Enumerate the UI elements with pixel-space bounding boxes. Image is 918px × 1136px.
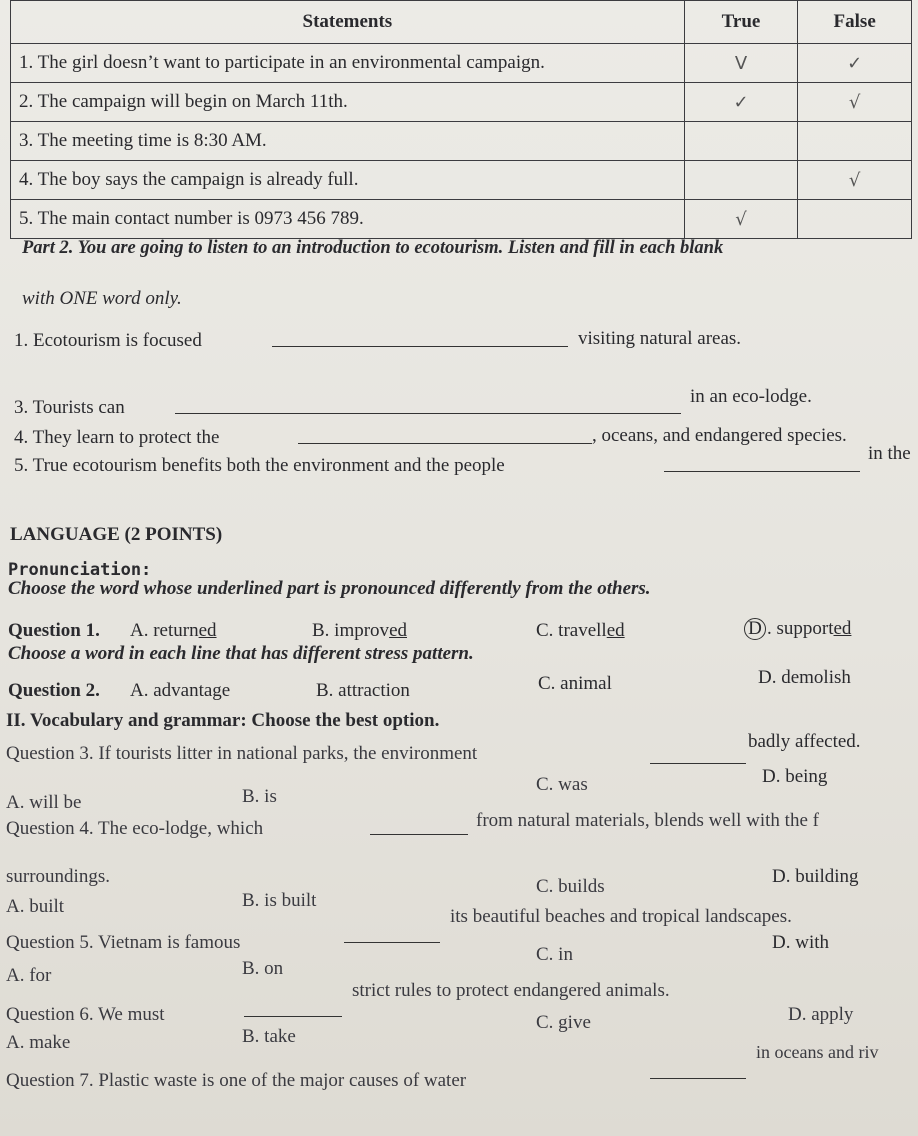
part2-heading-line2: with ONE word only. <box>22 288 182 309</box>
false-mark-cell[interactable] <box>798 200 912 239</box>
table-row <box>11 44 912 83</box>
option-4a[interactable]: A. built <box>6 896 65 917</box>
option-6a[interactable]: A. make <box>6 1032 71 1053</box>
true-mark-cell[interactable] <box>684 161 798 200</box>
table-row <box>11 161 912 200</box>
underlined-part: ed <box>606 620 625 641</box>
option-2a[interactable]: A. advantage <box>130 680 231 701</box>
question-6-blank[interactable] <box>244 1000 342 1017</box>
option-1a[interactable] <box>130 620 217 642</box>
fill-item-3: 3. Tourists can <box>14 397 125 418</box>
underlined-part: ed <box>389 620 407 641</box>
option-text: . support <box>767 618 834 639</box>
question-3-blank[interactable] <box>650 747 746 764</box>
option-6c[interactable]: C. give <box>536 1012 591 1033</box>
question-5-blank[interactable] <box>344 926 440 943</box>
option-5a[interactable]: A. for <box>6 965 52 986</box>
true-mark-cell[interactable] <box>684 122 798 161</box>
fill-item-after: in the <box>868 443 911 464</box>
instruction-stress: Choose a word in each line that has different stress pattern. <box>8 643 474 664</box>
false-mark-cell[interactable]: ✓ <box>798 44 912 83</box>
fill-blank-4[interactable] <box>298 427 592 444</box>
question-6-stem-end: strict rules to protect endangered animals. <box>352 980 670 1001</box>
true-false-table <box>10 0 912 239</box>
fill-blank-5[interactable] <box>664 455 860 472</box>
fill-item-1 <box>14 330 202 352</box>
option-text: A. return <box>130 620 199 641</box>
option-3a[interactable]: A. will be <box>6 792 82 813</box>
option-6d[interactable]: D. apply <box>788 1004 854 1025</box>
statement-cell: 4. The boy says the campaign is already full. <box>11 161 685 200</box>
fill-blank-1[interactable] <box>272 330 568 347</box>
underlined-part: ed <box>198 620 217 641</box>
table-header-row <box>11 1 912 44</box>
option-5b[interactable]: B. on <box>242 958 284 979</box>
pronunciation-heading: Pronunciation: <box>8 560 152 580</box>
option-3c[interactable]: C. was <box>536 774 588 795</box>
option-1d[interactable] <box>744 618 851 640</box>
option-2c[interactable]: C. animal <box>538 673 612 694</box>
header-statements: Statements <box>11 1 685 44</box>
option-4b[interactable]: B. is built <box>242 890 317 911</box>
option-6b[interactable]: B. take <box>242 1026 296 1047</box>
question-7-blank[interactable] <box>650 1062 746 1079</box>
question-4-blank[interactable] <box>370 818 468 835</box>
option-text: C. travell <box>536 620 607 641</box>
true-mark-cell[interactable]: ✓ <box>684 83 798 122</box>
fill-item-text: 1. Ecotourism is focused <box>14 330 202 351</box>
instruction-pronunciation: Choose the word whose underlined part is pronounced differently from the others. <box>8 578 651 599</box>
option-5d[interactable]: D. with <box>772 932 829 953</box>
vocab-heading: II. Vocabulary and grammar: Choose the best option. <box>6 710 440 731</box>
true-mark-cell[interactable]: V <box>684 44 798 83</box>
fill-item-after: , oceans, and endangered species. <box>592 425 847 446</box>
fill-blank-3[interactable] <box>175 397 681 414</box>
option-1c[interactable] <box>536 620 625 642</box>
false-mark-cell[interactable]: √ <box>798 83 912 122</box>
header-true: True <box>684 1 798 44</box>
question-6-stem: Question 6. We must <box>6 1004 165 1025</box>
option-3d[interactable]: D. being <box>762 766 828 787</box>
question-3-stem-end: badly affected. <box>748 731 861 752</box>
option-3b[interactable]: B. is <box>242 786 277 807</box>
part2-heading: Part 2. You are going to listen to an introduction to ecotourism. Listen and fill in each blank <box>22 238 724 258</box>
statement-cell: 3. The meeting time is 8:30 AM. <box>11 122 685 161</box>
option-4d[interactable]: D. building <box>772 866 859 887</box>
fill-item-after: in an eco-lodge. <box>690 386 812 407</box>
statement-cell: 5. The main contact number is 0973 456 789. <box>11 200 685 239</box>
false-mark-cell[interactable] <box>798 122 912 161</box>
question-2-label: Question 2. <box>8 680 100 701</box>
question-3-stem: Question 3. If tourists litter in national parks, the environment <box>6 743 478 764</box>
fill-item-4: 4. They learn to protect the <box>14 427 220 448</box>
question-4-stem-end: surroundings. <box>6 866 110 887</box>
option-2b[interactable]: B. attraction <box>316 680 410 701</box>
option-text: B. improv <box>312 620 390 641</box>
true-mark-cell[interactable]: √ <box>684 200 798 239</box>
question-5-stem: Question 5. Vietnam is famous <box>6 932 241 953</box>
language-heading: LANGUAGE (2 POINTS) <box>10 524 223 545</box>
option-2d[interactable]: D. demolish <box>758 667 851 688</box>
fill-item-after: visiting natural areas. <box>578 328 742 349</box>
question-7-stem-end: in oceans and riv <box>756 1042 879 1062</box>
circled-answer-mark: D <box>744 618 766 640</box>
option-1b[interactable] <box>312 620 407 642</box>
option-4c[interactable]: C. builds <box>536 876 605 897</box>
header-false: False <box>798 1 912 44</box>
question-5-stem-end: its beautiful beaches and tropical landscapes. <box>450 906 792 927</box>
question-4-stem-mid: from natural materials, blends well with the f <box>476 810 819 831</box>
underlined-part: ed <box>833 618 852 639</box>
option-5c[interactable]: C. in <box>536 944 573 965</box>
question-7-stem: Question 7. Plastic waste is one of the major causes of water <box>6 1070 467 1091</box>
table-row <box>11 200 912 239</box>
table-row <box>11 122 912 161</box>
fill-item-5: 5. True ecotourism benefits both the environment and the people <box>14 455 505 476</box>
statement-cell: 2. The campaign will begin on March 11th. <box>11 83 685 122</box>
table-row <box>11 83 912 122</box>
false-mark-cell[interactable]: √ <box>798 161 912 200</box>
question-4-stem: Question 4. The eco-lodge, which <box>6 818 264 839</box>
question-1-label: Question 1. <box>8 620 100 641</box>
statement-cell: 1. The girl doesn’t want to participate in an environmental campaign. <box>11 44 685 83</box>
